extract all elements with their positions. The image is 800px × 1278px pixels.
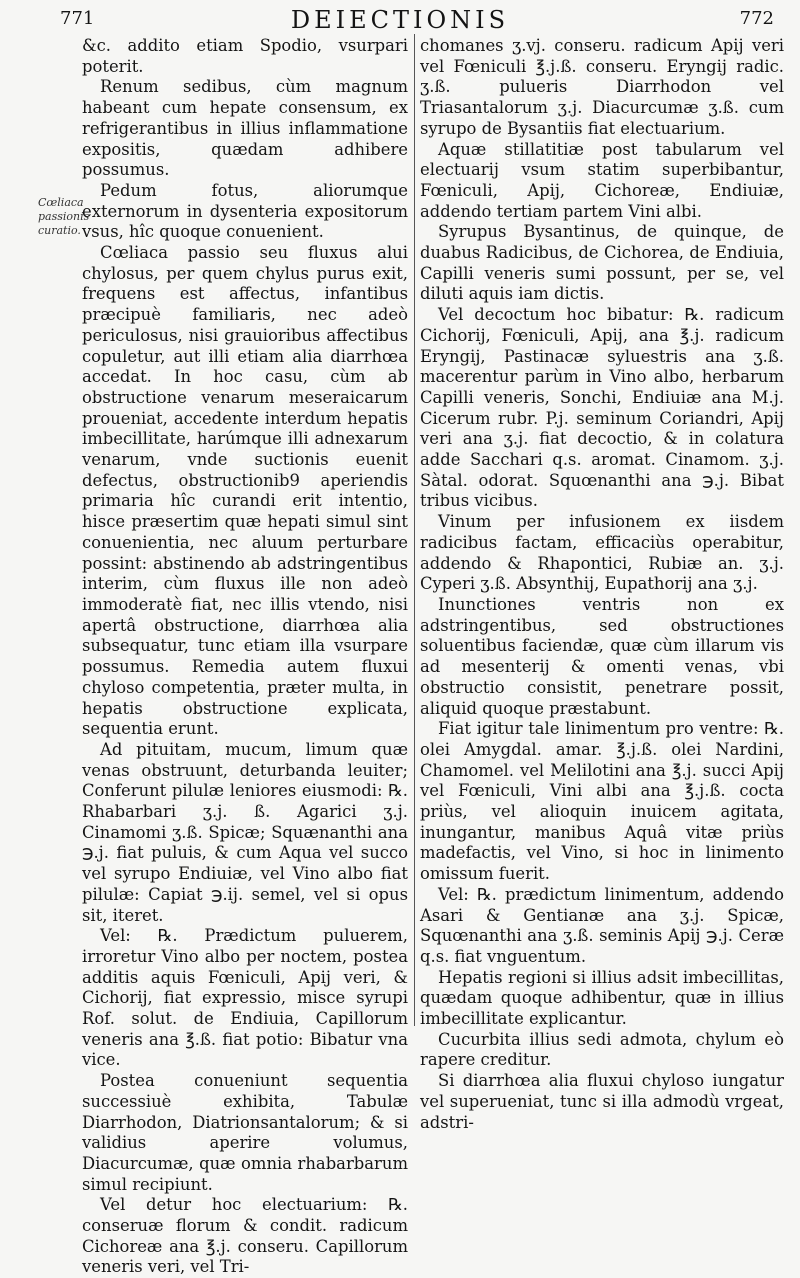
paragraph: Fiat igitur tale linimentum pro ventre: ℞. olei Amygdal. amar. ℥.j.ß. olei Nardini, Chamomel. vel Melilotini ana ℥.j. succi Apij vel Fœniculi, Vini albi ana ℥.j.ß. cocta priùs, vel alioquin inuicem agitata, inungantur, manibus Aquâ vitæ priùs madefactis, vel Vino, si hoc in linimento omissum fuerit. <box>420 719 784 884</box>
paragraph: Vinum per infusionem ex iisdem radicibus factam, efficaciùs operabitur, addendo & Rhapontici, Rubiæ an. ʒ.j. Cyperi ʒ.ß. Absynthij, Eupathorij ana ʒ.j. <box>420 512 784 594</box>
paragraph: Cœliaca passio seu fluxus alui chylosus, per quem chylus purus exit, frequens est affectus, infantibus præcipuè familiaris, nec adeò periculosus, nisi grauioribus affectibus copuletur, aut illi etiam alia diarrhœa accedat. In hoc casu, cùm ab obstructione venarum meseraicarum proueniat, accedente interdum hepatis imbecillitate, harúmque illi adnexarum venarum, vnde suctionis euenit defectus, obstructionib9 aperiendis primaria hîc curandi erit intentio, hisce præsertim quæ hepati simul sint conuenientia, nec aluum perturbare possint: abstinendo ab adstringentibus interim, cùm fluxus ille non adeò immoderatè fiat, nec illis vtendo, nisi apertâ obstructione, diarrhœa alia subsequatur, tunc etiam illa vsurpare possumus. Remedia autem fluxui chyloso competentia, præter multa, in hepatis obstructione explicata, sequentia erunt. <box>82 243 408 739</box>
paragraph: Cucurbita illius sedi admota, chylum eò rapere creditur. <box>420 1029 784 1070</box>
left-page-number: 771 <box>60 8 95 29</box>
paragraph: Vel: ℞. prædictum linimentum, addendo Asari & Gentianæ ana ʒ.j. Spicæ, Squœnanthi ana ʒ.ß. seminis Apij ℈.j. Ceræ q.s. fiat vnguentum. <box>420 884 784 966</box>
paragraph: Ad pituitam, mucum, limum quæ venas obstruunt, deturbanda leuiter; Conferunt pilulæ leniores eiusmodi: ℞. Rhabarbari ʒ.j. ß. Agarici ʒ.j. Cinamomi ʒ.ß. Spicæ; Squænanthi ana ℈.j. fiat puluis, & cum Aqua vel succo vel syrupo Endiuiæ, vel Vino albo fiat pilulæ: Capiat ℈.ij. semel, vel si opus sit, iteret. <box>82 739 408 925</box>
running-title: DEIECTIONIS <box>290 6 510 34</box>
paragraph: Vel detur hoc electuarium: ℞. conseruæ florum & condit. radicum Cichoreæ ana ℥.j. conseru. Capillorum veneris veri, vel Tri- <box>82 1195 408 1277</box>
margin-note <box>38 196 90 238</box>
paragraph: chomanes ʒ.vj. conseru. radicum Apij veri vel Fœniculi ℥.j.ß. conseru. Eryngij radic. ʒ.ß. pulueris Diarrhodon vel Triasantalorum ʒ.j. Diacurcumæ ʒ.ß. cum syrupo de Bysantiis fiat electuarium. <box>420 36 784 138</box>
right-page-number: 772 <box>739 8 774 29</box>
paragraph: Postea conueniunt sequentia successiuè exhibita, Tabulæ Diarrhodon, Diatrionsantalorum; & si validius aperire volumus, Diacurcumæ, quæ omnia rhabarbarum simul recipiunt. <box>82 1071 408 1194</box>
paragraph: Pedum fotus, aliorumque externorum in dysenteria expositorum vsus, hîc quoque conuenient. <box>82 180 408 242</box>
left-column <box>82 36 408 1277</box>
column-divider <box>414 34 415 1026</box>
paragraph: Hepatis regioni si illius adsit imbecillitas, quædam quoque adhibentur, quæ in illius imbecillitate explicantur. <box>420 967 784 1029</box>
paragraph: Renum sedibus, cùm magnum habeant cum hepate consensum, ex refrigerantibus in illius inflammatione expositis, quædam adhibere possumus. <box>82 77 408 180</box>
margin-note-line: curatio. <box>38 224 81 237</box>
page-header <box>0 6 800 36</box>
paragraph: Vel decoctum hoc bibatur: ℞. radicum Cichorij, Fœniculi, Apij, ana ℥.j. radicum Eryngij, Pastinacæ syluestris ana ʒ.ß. macerentur parùm in Vino albo, herbarum Capilli veneris, Sonchi, Endiuiæ ana M.j. Cicerum rubr. P.j. seminum Coriandri, Apij veri ana ʒ.j. fiat decoctio, & in colatura adde Sacchari q.s. aromat. Cinamom. ʒ.j. Sàtal. odorat. Squœnanthi ana ℈.j. Bibat tribus vicibus. <box>420 305 784 511</box>
right-column <box>420 36 784 1132</box>
paragraph: Syrupus Bysantinus, de quinque, de duabus Radicibus, de Cichorea, de Endiuia, Capilli veneris sumi possunt, per se, vel diluti aquis iam dictis. <box>420 222 784 304</box>
margin-note-line: Cœliaca <box>38 196 84 209</box>
paragraph: Vel: ℞. Prædictum puluerem, irroretur Vino albo per noctem, postea additis aquis Fœniculi, Apij veri, & Cichorij, fiat expressio, misce syrupi Rof. solut. de Endiuia, Capillorum veneris ana ℥.ß. fiat potio: Bibatur vna vice. <box>82 926 408 1070</box>
paragraph: Aquæ stillatitiæ post tabularum vel electuarij vsum statim superbibantur, Fœniculi, Apij, Cichoreæ, Endiuiæ, addendo tertiam partem Vini albi. <box>420 139 784 221</box>
paragraph: Inunctiones ventris non ex adstringentibus, sed obstructiones soluentibus faciendæ, quæ cùm illarum vis ad mesenterij & omenti venas, vbi obstructio consistit, penetrare possit, aliquid quoque præstabunt. <box>420 594 784 718</box>
margin-note-line: passionis <box>38 210 90 223</box>
paragraph: Si diarrhœa alia fluxui chyloso iungatur vel superueniat, tunc si illa admodù vrgeat, adstri- <box>420 1071 784 1132</box>
paragraph: &c. addito etiam Spodio, vsurpari poterit. <box>82 36 408 76</box>
